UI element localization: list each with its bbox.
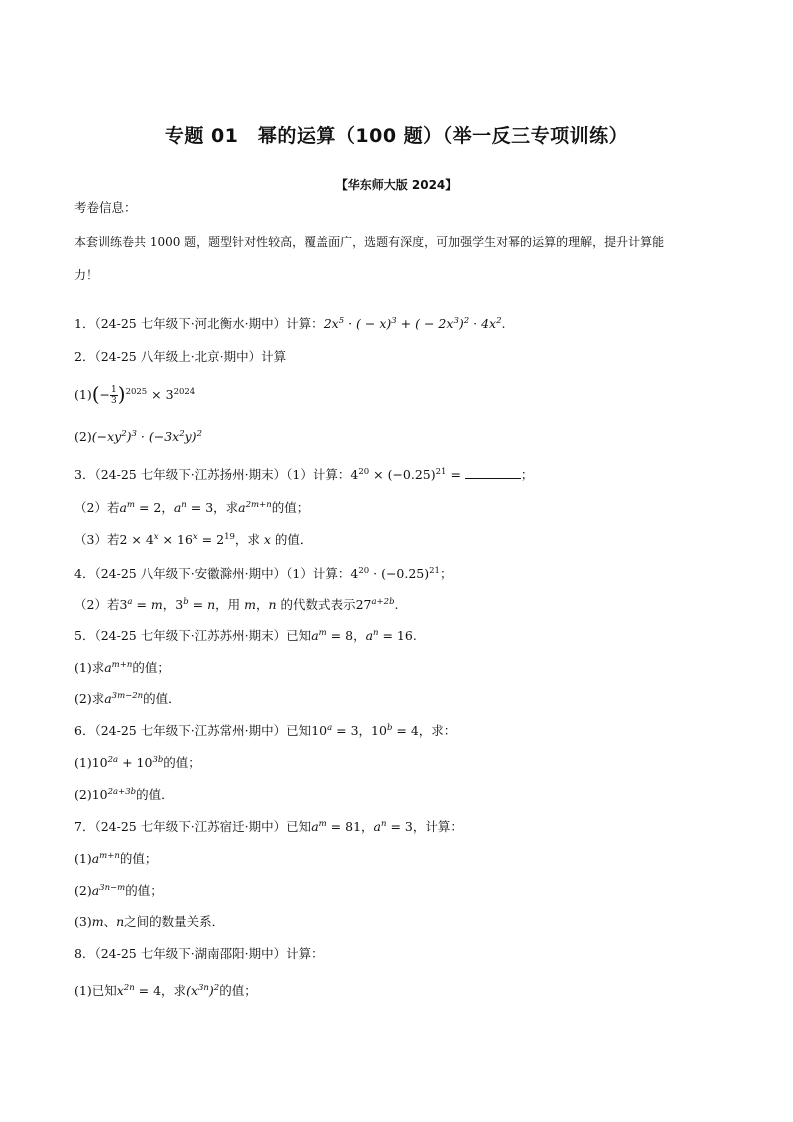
question-3: 3．（24-25 七年级下·江苏扬州·期末）（1）计算：$4^{20} \times (-0.25)^{21}$ = ； <box>74 466 534 482</box>
question-6-part-2: $(2)10^{2a+3b}$的值． <box>74 786 174 802</box>
question-4-part-2: （2）若$3^a = m$，$3^b = n$，用 m，n 的代数式表示$27^{a+2b}$. <box>74 596 399 612</box>
question-5-part-1: (1)求$a^{m+n}$的值； <box>74 659 170 675</box>
question-2: 2．（24-25 八年级上·北京·期中）计算 <box>74 349 287 364</box>
question-7-part-3: (3)m、n之间的数量关系． <box>74 914 225 929</box>
edition-subtitle: 【华东师大版 2024】 <box>335 178 458 192</box>
question-1: 1．（24-25 七年级下·河北衡水·期中）计算：$2x^5$ · ( − x)$^3$ + ( − $2x^3)^2 \cdot 4x^2$. <box>74 315 506 331</box>
question-5: 5．（24-25 七年级下·江苏苏州·期末）已知$a^m = 8$，$a^n = 16$. <box>74 627 417 643</box>
info-label: 考卷信息： <box>74 200 137 215</box>
question-6: 6．（24-25 七年级下·江苏常州·期中）已知$10^a = 3$，$10^b = 4$，求： <box>74 722 457 738</box>
question-4: 4．（24-25 八年级下·安徽滁州·期中）（1）计算：$4^{20} \cdot (-0.25)^{21}$； <box>74 565 453 581</box>
question-7-part-1: $(1)a^{m+n}$的值； <box>74 850 158 866</box>
question-7-part-2: $(2)a^{3n-m}$的值； <box>74 882 163 898</box>
question-3-part-2: （2）若$a^m = 2$，$a^n = 3$，求$a^{2m+n}$的值； <box>74 499 310 515</box>
question-5-part-2: (2)求$a^{3m-2n}$的值． <box>74 690 181 706</box>
question-2-part-1: (1)(− $\frac{1}{3}$ )$^{2025} \times 3^{2024}$ <box>74 382 196 406</box>
info-text-line-2: 力！ <box>74 268 99 282</box>
question-8: 8．（24-25 七年级下·湖南邵阳·期中）计算： <box>74 946 324 961</box>
info-text-line-1: 本套训练卷共 1000 题，题型针对性较高，覆盖面广，选题有深度，可加强学生对幂的运算的理解，提升计算能 <box>74 235 665 249</box>
question-6-part-1: $(1)10^{2a} + 10^{3b}$的值； <box>74 754 201 770</box>
question-8-part-1: (1)已知$x^{2n} = 4$，求$(x^{3n})^2$的值； <box>74 982 257 998</box>
question-7: 7．（24-25 七年级下·江苏宿迁·期中）已知$a^m = 81$，$a^n = 3$，计算： <box>74 818 463 834</box>
page-title: 专题 01 幂的运算（100 题）（举一反三专项训练） <box>164 125 629 147</box>
question-2-part-2: $(2)(-xy^2)^3 \cdot (-3x^2y)^2$ <box>74 428 202 444</box>
question-3-part-3: （3）若$2 \times 4^x \times 16^x = 2^{19}$，求 x 的值． <box>74 531 313 547</box>
